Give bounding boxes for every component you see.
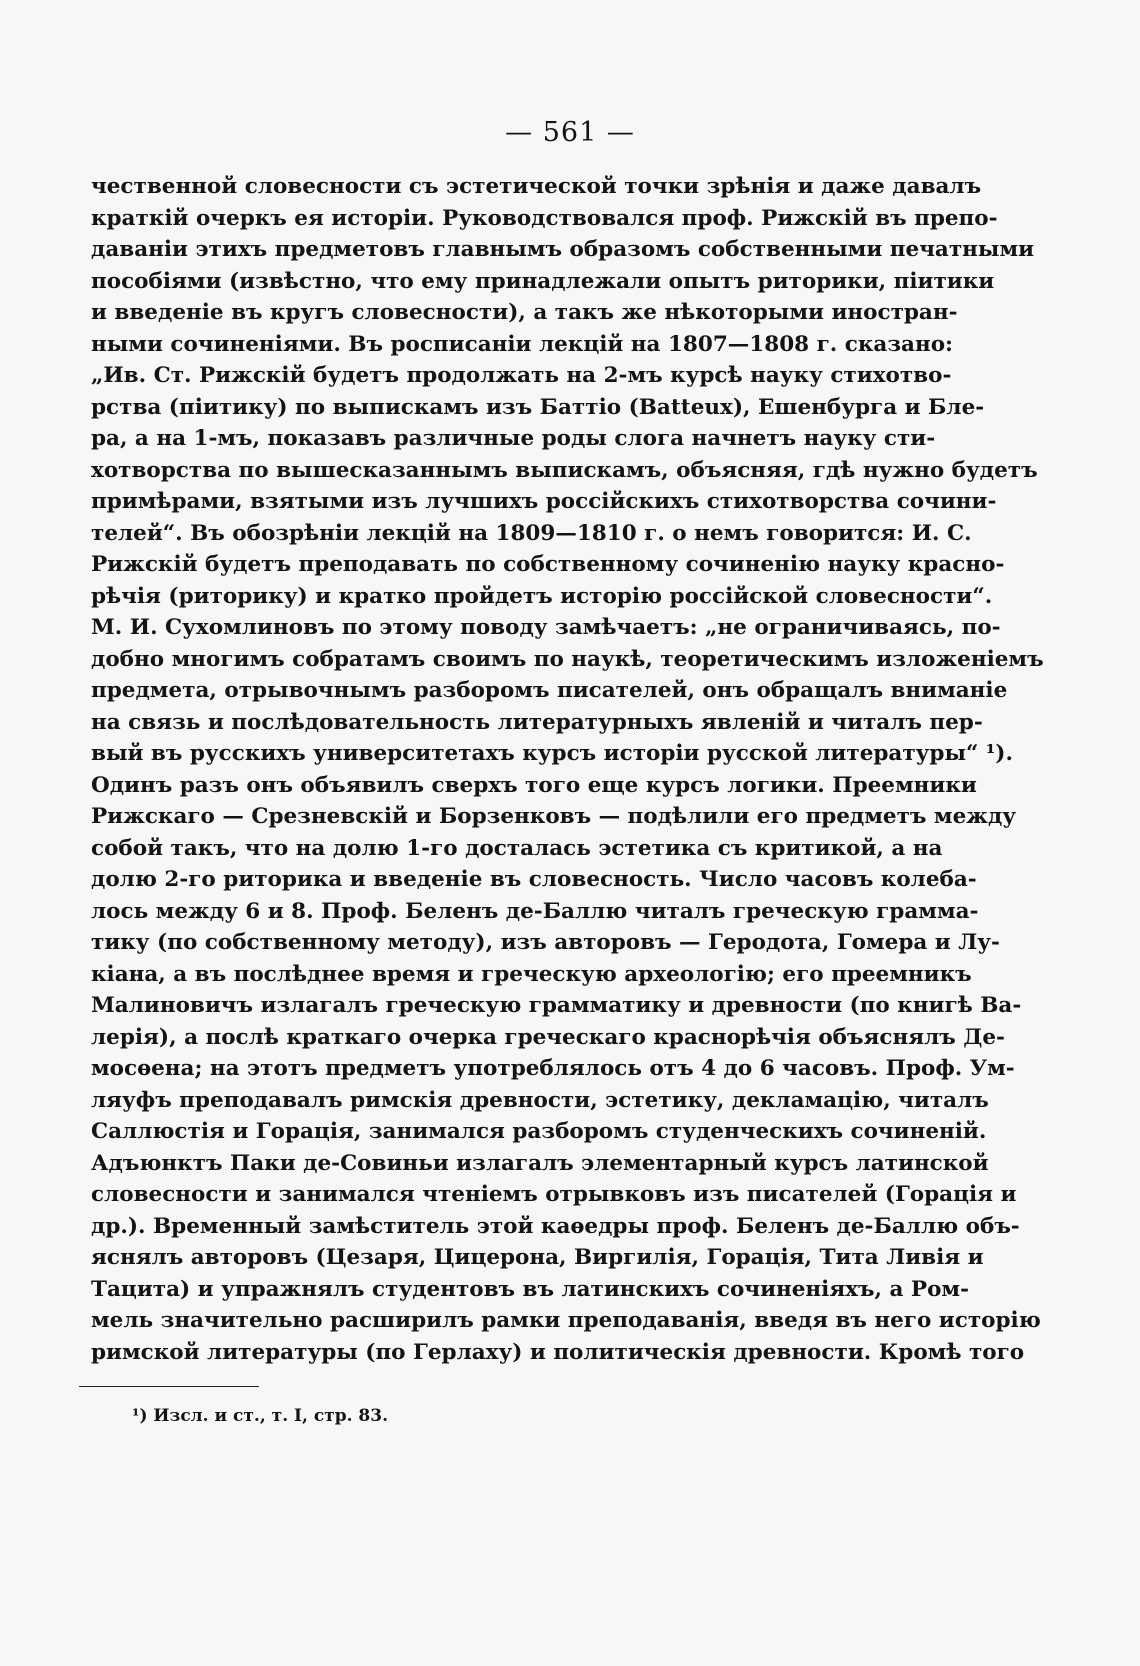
page-number: — 561 —	[505, 117, 635, 148]
text-line: телей“. Въ обозрѣніи лекцій на 1809—1810 г. о немъ говорится: И. С.	[91, 520, 972, 546]
text-line: „Ив. Ст. Рижскій будетъ продолжать на 2-мъ курсѣ науку стихотво-	[91, 363, 952, 388]
text-line: лось между 6 и 8. Проф. Беленъ де-Баллю читалъ греческую грамма-	[91, 898, 979, 924]
text-line: мосѳена; на этотъ предметъ употреблялось отъ 4 до 6 часовъ. Проф. Ум-	[91, 1056, 1015, 1081]
text-line: Рижскій будетъ преподавать по собственному сочиненію науку красно-	[91, 552, 1005, 577]
text-line: др.). Временный замѣститель этой каѳедры проф. Беленъ де-Баллю объ-	[91, 1213, 1020, 1239]
text-line: ляуфъ преподавалъ римскія древности, эстетику, декламацію, читалъ	[91, 1087, 989, 1113]
text-line: рѣчія (риторику) и кратко пройдетъ исторію россійской словесности“.	[91, 583, 993, 609]
text-line: даваніи этихъ предметовъ главнымъ образомъ собственными печатными	[91, 237, 1035, 262]
text-line: Рижскаго — Срезневскій и Борзенковъ — подѣлили его предметъ между	[91, 804, 1017, 829]
text-line: римской литературы (по Герлаху) и политическія древности. Кромѣ того	[91, 1339, 1025, 1365]
text-line: мель значительно расширилъ рамки преподаванія, введя въ него исторію	[91, 1308, 1041, 1333]
text-line: лерія), а послѣ краткаго очерка греческаго краснорѣчія объяснялъ Де-	[91, 1024, 1005, 1050]
text-line: долю 2-го риторика и введеніе въ словесность. Число часовъ колеба-	[91, 867, 977, 892]
text-line: чественной словесности съ эстетической точки зрѣнія и даже давалъ	[91, 174, 982, 199]
text-line: краткій очеркъ ея исторіи. Руководствовался проф. Рижскій въ препо-	[91, 205, 998, 231]
text-line: и введеніе въ кругъ словесности), а такъ же нѣкоторыми иностран-	[91, 300, 958, 325]
text-line: пособіями (извѣстно, что ему принадлежали опытъ риторики, піитики	[91, 268, 995, 294]
text-line: собой такъ, что на долю 1-го досталась эстетика съ критикой, а на	[91, 835, 943, 861]
text-line: М. И. Сухомлиновъ по этому поводу замѣчаетъ: „не ограничиваясь, по-	[91, 615, 1001, 640]
text-line: предмета, отрывочнымъ разборомъ писателей, онъ обращалъ вниманіе	[91, 678, 1008, 703]
text-line: Саллюстія и Горація, занимался разборомъ студенческихъ сочиненій.	[91, 1119, 987, 1144]
text-line: Малиновичъ излагалъ греческую грамматику и древности (по книгѣ Ва-	[91, 993, 1022, 1018]
body-text	[91, 171, 1044, 1368]
text-line: яснялъ авторовъ (Цезаря, Цицерона, Виргилія, Горація, Тита Ливія и	[91, 1245, 984, 1270]
text-line: хотворства по вышесказаннымъ выпискамъ, объясняя, гдѣ нужно будетъ	[91, 457, 1038, 483]
text-line: примѣрами, взятыми изъ лучшихъ россійскихъ стихотворства сочини-	[91, 489, 997, 514]
text-line: Тацита) и упражнялъ студентовъ въ латинскихъ сочиненіяхъ, а Ром-	[91, 1276, 970, 1302]
text-line: словесности и занимался чтеніемъ отрывковъ изъ писателей (Горація и	[91, 1182, 1017, 1207]
text-line: рства (піитику) по выпискамъ изъ Баттіо (Batteux), Ешенбурга и Бле-	[91, 394, 985, 420]
footnote-rule	[79, 1386, 259, 1387]
text-line: добно многимъ собратамъ своимъ по наукѣ, теоретическимъ изложеніемъ	[91, 646, 1044, 672]
text-line: Адъюнктъ Паки де-Совиньи излагалъ элементарный курсъ латинской	[91, 1150, 989, 1176]
footnote: ¹) Изсл. и ст., т. I, стр. 83.	[132, 1406, 389, 1426]
text-line: ными сочиненіями. Въ росписаніи лекцій на 1807—1808 г. сказано:	[91, 331, 953, 357]
text-line: тику (по собственному методу), изъ авторовъ — Геродота, Гомера и Лу-	[91, 930, 1000, 955]
text-line: кіана, а въ послѣднее время и греческую археологію; его преемникъ	[91, 961, 972, 987]
text-line: на связь и послѣдовательность литературныхъ явленій и читалъ пер-	[91, 709, 983, 735]
text-line: вый въ русскихъ университетахъ курсъ исторіи русской литературы“ ¹).	[91, 741, 1013, 766]
text-line: Одинъ разъ онъ объявилъ сверхъ того еще курсъ логики. Преемники	[91, 772, 977, 798]
text-line: ра, а на 1-мъ, показавъ различные роды слога начнетъ науку сти-	[91, 426, 936, 451]
